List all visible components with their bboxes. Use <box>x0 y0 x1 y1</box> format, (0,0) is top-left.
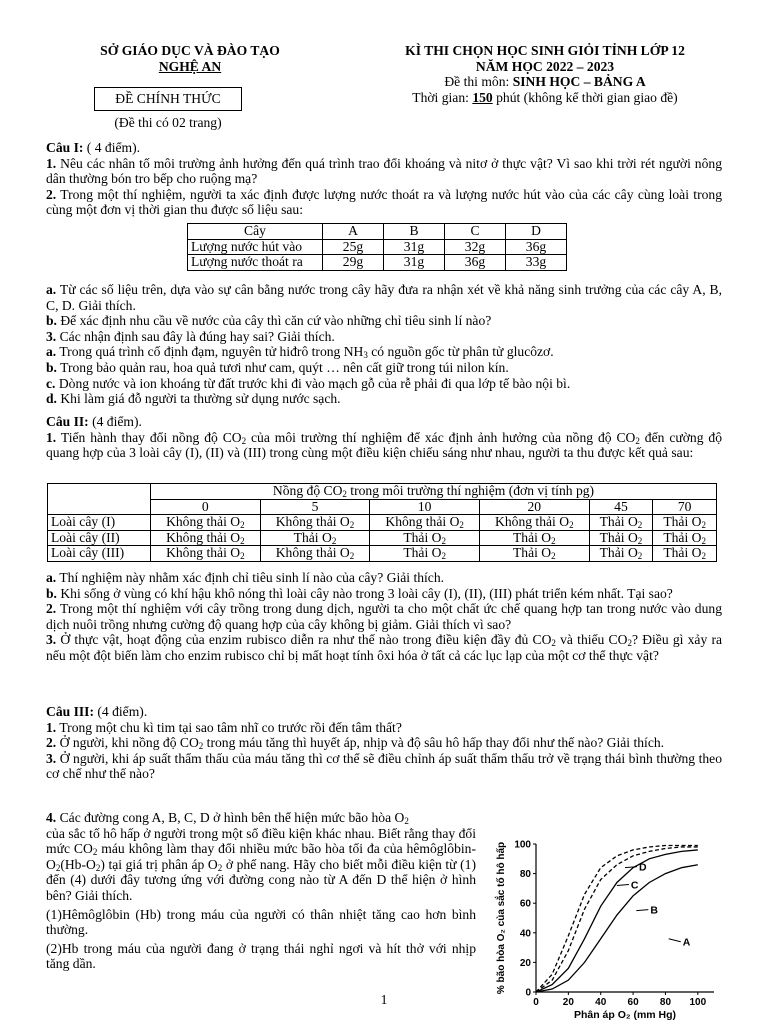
o-symbol: O <box>541 529 552 545</box>
table-cell: 20 <box>479 499 589 515</box>
o-symbol: O <box>431 529 442 545</box>
subscript: 2 <box>637 535 643 546</box>
cell-text: Thải <box>599 545 625 561</box>
table-cell <box>370 530 480 546</box>
q3-p3-num: 3. <box>46 750 57 766</box>
q2-p1 <box>46 430 722 461</box>
cell-text: Thải <box>663 545 689 561</box>
q3-p4 <box>46 826 476 904</box>
q2-p2-text: Trong một thí nghiệm với cây trồng trong dung dịch, người ta cho một chất ức chế quang hợp tan trong nước vào dung dịch nuôi trồng nhưng cường độ quang hợp của cây không bị giảm. Giải thích vì sao? <box>46 601 722 632</box>
dept-line-1: SỞ GIÁO DỤC VÀ ĐÀO TẠO <box>100 43 280 58</box>
subscript: 2 <box>349 551 355 562</box>
subscript: 2 <box>637 520 643 531</box>
q1-score: ( 4 điểm). <box>83 140 141 155</box>
row-label: Loài cây (II) <box>48 530 151 546</box>
subscript: 2 <box>240 551 245 562</box>
q3-p1-num: 1. <box>46 719 57 735</box>
y-tick-label: 100 <box>514 839 531 851</box>
cell-text: Thải <box>403 545 429 561</box>
subscript: 2 <box>551 638 556 649</box>
o-symbol: O <box>230 529 241 545</box>
series-line-d <box>536 845 698 992</box>
q3-p2-num: 2. <box>46 735 57 751</box>
q2-p3 <box>46 632 722 663</box>
table-row <box>48 530 717 546</box>
q3-p4-c: máu không làm thay đổi nhiều mức bão hòa tối đa của hêmôglôbin-O <box>46 841 477 872</box>
table-cell <box>151 546 261 562</box>
series-label: C <box>630 879 639 892</box>
o-symbol: O <box>627 529 638 545</box>
subject-line <box>345 74 745 90</box>
q2-p2-num: 2. <box>46 601 57 617</box>
q2-a-num: a. <box>46 570 57 585</box>
q2-p1-num: 1. <box>46 429 57 445</box>
table-cell: 5 <box>260 499 370 515</box>
q2-title <box>46 414 722 430</box>
table-cell: 29g <box>323 255 384 271</box>
q2-p3-a: Ở thực vật, hoạt động của enzim rubisco diễn ra như thế nào trong điều kiện đầy đủ CO <box>56 632 552 648</box>
subscript: 2 <box>551 551 556 562</box>
series-label: A <box>682 936 691 949</box>
q3-p1-text: Trong một chu kì tim tại sao tâm nhĩ co trước rồi đến tâm thất? <box>56 719 402 735</box>
table-caption-cell <box>151 484 717 500</box>
q1-b-text: Để xác định nhu cầu về nước của cây thì căn cứ vào những chỉ tiêu sinh lí nào? <box>56 313 492 329</box>
q3-title-text: Câu III: <box>46 704 94 719</box>
q1-b-num: b. <box>46 313 57 329</box>
q1-p2-num: 2. <box>46 186 57 202</box>
q1-s-a <box>46 344 722 360</box>
q1-p3 <box>46 329 722 345</box>
x-tick-label: 60 <box>627 997 639 1008</box>
table-cell <box>151 515 261 531</box>
official-label: ĐỀ CHÍNH THỨC <box>115 91 221 106</box>
cell-text: Thải <box>599 514 625 530</box>
q3-p4-f: ở phế nang. Hãy cho biết mỗi điều kiện từ (1) đến (4) dưới đây tương ứng với đường cong nào từ A đến D thể hiện ở hình bên? Giải thích. <box>46 856 476 903</box>
cell-text: Thải <box>599 529 625 545</box>
subscript: 2 <box>240 535 245 546</box>
table-cell: 32g <box>445 239 506 255</box>
q3-p4-e: ) tại giá trị phân áp O <box>100 856 218 872</box>
q1-s-d-text: Khi làm giá đỗ người ta thường sử dụng nước sạch. <box>56 391 341 407</box>
o-symbol: O <box>449 514 460 530</box>
o-symbol: O <box>321 529 332 545</box>
y-tick-label: 80 <box>519 869 531 881</box>
q1-p1-text: Nêu các nhân tố môi trường ảnh hưởng đến quá trình trao đổi khoáng và nitơ ở thực vật? Vì sao khi trời rét người nông dân thường bón tro bếp cho ruộng mạ? <box>46 155 722 187</box>
x-tick-label: 100 <box>689 997 707 1008</box>
o-symbol: O <box>691 545 702 561</box>
q1-s-c-num: c. <box>46 375 56 391</box>
table-cell: 36g <box>445 255 506 271</box>
question-2-cont <box>46 570 722 664</box>
table-cell <box>589 546 653 562</box>
o-symbol: O <box>230 545 241 561</box>
subscript: 2 <box>240 520 245 531</box>
q3-p3-text: Ở người, khi áp suất thẩm thấu của máu tăng thì cơ thể sẽ điều chỉnh áp suất thẩm thấu trở về trạng thái bình thường theo cơ chế như thế nào? <box>46 750 722 782</box>
q3-p4-num: 4. <box>46 810 57 825</box>
q2-b-num: b. <box>46 585 57 601</box>
q1-s-c-text: Dòng nước và ion khoáng từ đất trước khi đi vào mạch gỗ của rễ phải đi qua lớp tế bào nội bì. <box>55 375 571 391</box>
q2-p3-b: và thiếu CO <box>555 632 628 648</box>
table-cell <box>370 515 480 531</box>
subscript: 2 <box>331 535 337 546</box>
series-line-c <box>536 847 698 992</box>
series-pointer <box>617 884 629 885</box>
q1-p3-text: Các nhận định sau đây là đúng hay sai? Giải thích. <box>56 328 335 344</box>
o-symbol: O <box>691 529 702 545</box>
q3-p4-b: của sắc tố hô hấp ở người trong một số điều kiện khác nhau. Biết rằng thay đổi mức CO <box>46 825 476 857</box>
y-tick-label: 0 <box>525 987 531 999</box>
subscript: 2 <box>627 638 632 649</box>
subscript: 2 <box>551 535 556 546</box>
q2-b <box>46 586 722 602</box>
q1-s-d <box>46 391 722 407</box>
cell-text: Không thải <box>385 514 447 530</box>
table-cell: B <box>384 224 445 240</box>
table-row <box>188 224 567 240</box>
q1-s-a-text: Trong quá trình cố định đạm, nguyên tử hiđrô trong NH <box>56 344 364 360</box>
o-symbol: O <box>431 545 442 561</box>
table-cell <box>260 530 370 546</box>
q1-a <box>46 282 722 313</box>
o-symbol: O <box>627 514 638 530</box>
x-tick-label: 40 <box>595 997 607 1008</box>
x-axis-label: Phân áp O₂ (mm Hg) <box>573 1009 677 1021</box>
time-value: 150 <box>472 89 493 105</box>
q2-p1-b: của môi trường thí nghiệm để xác định ảnh hưởng của nồng độ CO <box>246 429 636 445</box>
q3-p2-b: trong máu tăng thì huyết áp, nhịp và độ sâu hô hấp thay đổi như thế nào? Giải thích. <box>203 735 665 751</box>
o-symbol: O <box>230 514 241 530</box>
subscript: 2 <box>701 535 706 546</box>
series-pointer <box>636 910 648 911</box>
q3-condition-1: (1)Hêmôglôbin (Hb) trong máu của người có thân nhiệt tăng cao hơn bình thường. <box>46 906 476 938</box>
o-symbol: O <box>691 514 702 530</box>
table-cell: D <box>506 224 567 240</box>
cell-text: Không thải <box>166 529 227 545</box>
table-cell <box>479 530 589 546</box>
table-cell: 36g <box>506 239 567 255</box>
table-cell <box>260 515 370 531</box>
q2-p1-c: đến cường độ quang hợp của 3 loài cây (I), (II) và (III) trong cùng một điều kiện chiếu sáng như nhau, người ta thu được kết quả sau: <box>46 429 723 461</box>
time-line <box>345 90 745 106</box>
q2-a <box>46 570 722 586</box>
table-cell <box>653 546 717 562</box>
table-cell <box>479 546 589 562</box>
table-row <box>188 255 567 271</box>
table-cell <box>589 530 653 546</box>
x-tick-label: 80 <box>659 997 672 1008</box>
q2-a-text: Thí nghiệm này nhằm xác định chỉ tiêu sinh lí nào của cây? Giải thích. <box>56 570 445 585</box>
table-cell <box>370 546 480 562</box>
exam-title: KÌ THI CHỌN HỌC SINH GIỎI TỈNH LỚP 12 <box>405 43 685 58</box>
subscript: 2 <box>342 489 347 499</box>
o-symbol: O <box>627 545 638 561</box>
dept-line-2: NGHỆ AN <box>158 58 222 74</box>
q1-s-c <box>46 376 722 392</box>
question-1 <box>46 140 722 218</box>
subscript: 2 <box>404 816 409 826</box>
cell-text: Thải <box>663 529 689 545</box>
cell-text: Thải <box>293 529 319 545</box>
table-cell <box>479 515 589 531</box>
q1-title <box>46 140 722 156</box>
q1-s-d-num: d. <box>46 391 57 407</box>
subject-label: Đề thi môn: <box>444 74 513 90</box>
o-symbol: O <box>339 545 350 561</box>
y-tick-label: 20 <box>519 957 531 969</box>
table-cell <box>260 546 370 562</box>
q1-title-text: Câu I: <box>46 140 84 155</box>
q2-p3-c: ? Điều gì xảy ra nếu một đột biến làm cho enzim rubisco chỉ bị mất hoạt tính ôxi hóa ở tất cả các lục lạp của một cơ thể thực vật? <box>46 632 723 663</box>
table-cell: 31g <box>384 239 445 255</box>
q1-a-text: Từ các số liệu trên, dựa vào sự cân bằng nước trong cây hãy đưa ra nhận xét về khả năng sinh trưởng của các cây A, B, C, D. Giải thích. <box>46 282 722 313</box>
subscript: 2 <box>441 535 446 546</box>
o-symbol: O <box>541 545 552 561</box>
table-row <box>48 546 717 562</box>
subscript: 2 <box>569 520 574 531</box>
series-label: D <box>639 861 647 874</box>
subscript: 2 <box>95 862 101 873</box>
cell-text: Thải <box>403 529 429 545</box>
q1-s-a-num: a. <box>46 344 57 360</box>
table-cell: 45 <box>589 499 653 515</box>
department-name <box>60 43 320 74</box>
q1-a-num: a. <box>46 282 57 297</box>
q1-p3-num: 3. <box>46 328 57 344</box>
cell-text: Không thải <box>166 514 227 530</box>
cell-text: Không thải <box>495 514 556 530</box>
table-cell: 25g <box>323 239 384 255</box>
cell-text: Không thải <box>275 514 337 530</box>
oxygen-dissociation-chart <box>484 832 724 1024</box>
page-number: 1 <box>380 992 388 1007</box>
subscript: 2 <box>459 520 464 531</box>
q1-p1 <box>46 156 722 187</box>
subject: SINH HỌC – BẢNG A <box>512 74 646 90</box>
series-pointer <box>625 867 637 868</box>
series-label: B <box>650 904 658 917</box>
table-cell: 31g <box>384 255 445 271</box>
row-label: Loài cây (I) <box>48 515 151 531</box>
q2-title-text: Câu II: <box>46 414 89 429</box>
question-1-cont <box>46 282 722 407</box>
table-row <box>188 239 567 255</box>
q3-condition-2: (2)Hb trong máu của người đang ở trạng thái nghỉ ngơi và hít thở với nhịp tăng dần. <box>46 940 476 972</box>
q1-s-b <box>46 360 722 376</box>
subscript: 3 <box>363 350 368 361</box>
q1-s-a-post: có nguồn gốc từ phân tử glucôzơ. <box>367 344 554 360</box>
subscript: 2 <box>701 551 706 562</box>
q2-b-text: Khi sống ở vùng có khí hậu khô nóng thì loài cây nào trong 3 loài cây (I), (II), (III) phát triển kém nhất. Tại sao? <box>56 585 673 601</box>
table-row <box>48 515 717 531</box>
question-2 <box>46 414 722 461</box>
subscript: 2 <box>241 435 247 446</box>
q3-title <box>46 704 722 720</box>
table-row <box>48 484 717 500</box>
q1-p2-text: Trong một thí nghiệm, người ta xác định được lượng nước thoát ra và lượng nước hút vào của các cây cùng loài trong cùng một đơn vị thời gian thu được số liệu sau: <box>46 186 722 218</box>
pages-note: (Đề thi có 02 trang) <box>114 115 222 130</box>
exam-heading <box>345 43 745 105</box>
question-3 <box>46 704 722 782</box>
school-year: NĂM HỌC 2022 – 2023 <box>475 58 615 74</box>
table-cell: Lượng nước thoát ra <box>188 255 323 271</box>
water-balance-table <box>187 223 567 271</box>
table-cell: 10 <box>370 499 480 515</box>
y-tick-label: 60 <box>519 898 531 910</box>
q1-p1-num: 1. <box>46 155 57 171</box>
table-cell <box>589 515 653 531</box>
x-tick-label: 0 <box>533 997 539 1008</box>
q3-p1 <box>46 720 722 736</box>
q2-score: (4 điểm). <box>88 414 142 429</box>
o-symbol: O <box>559 514 570 530</box>
subscript: 2 <box>198 741 204 752</box>
subscript: 2 <box>635 435 640 446</box>
q1-p2 <box>46 187 722 218</box>
q2-p1-a: Tiến hành thay đổi nồng độ CO <box>56 429 242 445</box>
x-tick-label: 20 <box>562 997 574 1008</box>
cell-text: Thải <box>663 514 689 530</box>
table-cell <box>151 530 261 546</box>
table-cell: Lượng nước hút vào <box>188 239 323 255</box>
time-label: Thời gian: <box>412 89 473 105</box>
table-cell: A <box>323 224 384 240</box>
question-3-p4-body <box>46 810 476 972</box>
q2-p3-num: 3. <box>46 632 57 648</box>
subscript: 2 <box>92 847 98 858</box>
table-cell <box>653 515 717 531</box>
subscript: 2 <box>217 862 223 873</box>
y-tick-label: 40 <box>519 928 531 940</box>
co2-table <box>47 483 717 562</box>
q3-p2-a: Ở người, khi nồng độ CO <box>56 735 199 751</box>
q1-s-b-num: b. <box>46 359 57 375</box>
official-badge <box>94 87 242 111</box>
table-cell: Cây <box>188 224 323 240</box>
q1-s-b-text: Trong bảo quản rau, hoa quả tươi như cam, quýt … nên cất giữ trong túi nilon kín. <box>56 359 509 375</box>
table-cell: C <box>445 224 506 240</box>
q3-p3 <box>46 751 722 782</box>
cell-text: Thải <box>512 529 538 545</box>
caption-pre: Nồng độ CO <box>272 483 343 498</box>
cell-text: Thải <box>512 545 538 561</box>
row-label: Loài cây (III) <box>48 546 151 562</box>
o-symbol: O <box>339 514 350 530</box>
time-rest: phút (không kể thời gian giao đề) <box>492 89 678 105</box>
y-axis-label: % bão hòa O₂ của sắc tố hô hấp <box>496 841 507 995</box>
q3-p4-d: (Hb-O <box>60 856 96 872</box>
table-cell <box>653 530 717 546</box>
q3-p2 <box>46 735 722 751</box>
caption-post: trong môi trường thí nghiệm (đơn vị tính pg) <box>346 483 595 498</box>
series-line-a <box>536 865 698 992</box>
q2-p2 <box>46 601 722 632</box>
table-cell: 33g <box>506 255 567 271</box>
subscript: 2 <box>349 520 355 531</box>
subscript: 2 <box>55 862 61 873</box>
table-cell: 70 <box>653 499 717 515</box>
cell-text: Không thải <box>166 545 227 561</box>
table-cell <box>48 484 151 515</box>
subscript: 2 <box>441 551 446 562</box>
series-pointer <box>669 939 681 942</box>
table-cell: 0 <box>151 499 261 515</box>
q1-b <box>46 313 722 329</box>
q3-p4-a: Các đường cong A, B, C, D ở hình bên thể hiện mức bão hòa O <box>56 810 405 825</box>
q3-score: (4 điểm). <box>93 704 148 719</box>
cell-text: Không thải <box>275 545 337 561</box>
subscript: 2 <box>637 551 643 562</box>
subscript: 2 <box>701 520 706 531</box>
